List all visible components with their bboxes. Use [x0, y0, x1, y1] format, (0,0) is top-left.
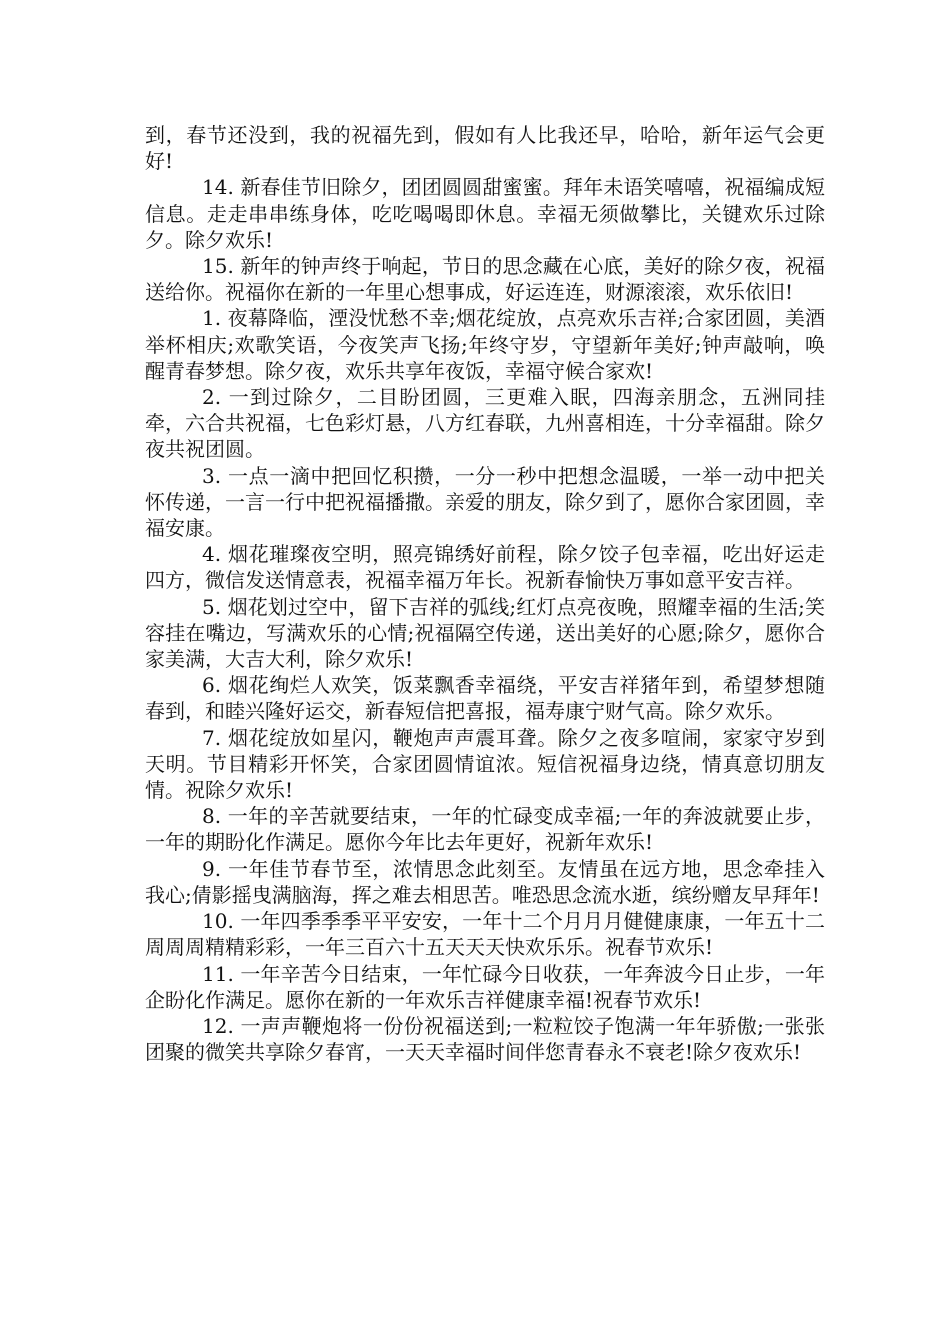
- paragraph-12: 12. 一声声鞭炮将一份份祝福送到;一粒粒饺子饱满一年年骄傲;一张张团聚的微笑共享除夕春宵，一天天幸福时间伴您青春永不衰老!除夕夜欢乐!: [145, 1013, 825, 1065]
- paragraph-6: 6. 烟花绚烂人欢笑，饭菜飘香幸福绕，平安吉祥猪年到，希望梦想随春到，和睦兴隆好运交，新春短信把喜报，福寿康宁财气高。除夕欢乐。: [145, 673, 825, 724]
- paragraph-2: 2. 一到过除夕，二目盼团圆，三更难入眠，四海亲朋念，五洲同挂牵，六合共祝福，七色彩灯悬，八方红春联，九州喜相连，十分幸福甜。除夕夜共祝团圆。: [145, 385, 825, 462]
- paragraph-3: 3. 一点一滴中把回忆积攒，一分一秒中把想念温暖，一举一动中把关怀传递，一言一行中把祝福播撒。亲爱的朋友，除夕到了，愿你合家团圆，幸福安康。: [145, 463, 825, 541]
- paragraph-14: 14. 新春佳节旧除夕，团团圆圆甜蜜蜜。拜年未语笑嘻嘻，祝福编成短信息。走走串串练身体，吃吃喝喝即休息。幸福无须做攀比，关键欢乐过除夕。除夕欢乐!: [145, 175, 825, 252]
- paragraph-9: 9. 一年佳节春节至，浓情思念此刻至。友情虽在远方地，思念牵挂入我心;倩影摇曳满脑海，挥之难去相思苦。唯恐思念流水逝，缤纷赠友早拜年!: [145, 856, 825, 907]
- paragraph-11: 11. 一年辛苦今日结束，一年忙碌今日收获，一年奔波今日止步，一年企盼化作满足。愿你在新的一年欢乐吉祥健康幸福!祝春节欢乐!: [145, 961, 825, 1012]
- paragraph-5: 5. 烟花划过空中，留下吉祥的弧线;红灯点亮夜晚，照耀幸福的生活;笑容挂在嘴边，写满欢乐的心情;祝福隔空传递，送出美好的心愿;除夕，愿你合家美满，大吉大利，除夕欢乐!: [145, 594, 825, 672]
- paragraph-4: 4. 烟花璀璨夜空明，照亮锦绣好前程，除夕饺子包幸福，吃出好运走四方，微信发送情意表，祝福幸福万年长。祝新春愉快万事如意平安吉祥。: [145, 542, 825, 593]
- paragraph-10: 10. 一年四季季季平平安安，一年十二个月月月健健康康，一年五十二周周周精精彩彩，一年三百六十五天天天快欢乐乐。祝春节欢乐!: [145, 909, 825, 960]
- paragraph-8: 8. 一年的辛苦就要结束，一年的忙碌变成幸福;一年的奔波就要止步，一年的期盼化作满足。愿你今年比去年更好，祝新年欢乐!: [145, 804, 825, 855]
- document-body: [145, 122, 825, 1065]
- paragraph-7: 7. 烟花绽放如星闪，鞭炮声声震耳聋。除夕之夜多喧闹，家家守岁到天明。节目精彩开怀笑，合家团圆情谊浓。短信祝福身边绕，情真意切朋友情。祝除夕欢乐!: [145, 725, 825, 803]
- paragraph-15: 15. 新年的钟声终于响起，节日的思念藏在心底，美好的除夕夜，祝福送给你。祝福你在新的一年里心想事成，好运连连，财源滚滚，欢乐依旧!: [145, 254, 825, 305]
- paragraph-continuation: 到，春节还没到，我的祝福先到，假如有人比我还早，哈哈，新年运气会更好!: [145, 123, 825, 174]
- paragraph-1: 1. 夜幕降临，湮没忧愁不幸;烟花绽放，点亮欢乐吉祥;合家团圆，美酒举杯相庆;欢歌笑语，今夜笑声飞扬;年终守岁，守望新年美好;钟声敲响，唤醒青春梦想。除夕夜，欢乐共享年夜饭，幸福守候合家欢!: [145, 306, 825, 383]
